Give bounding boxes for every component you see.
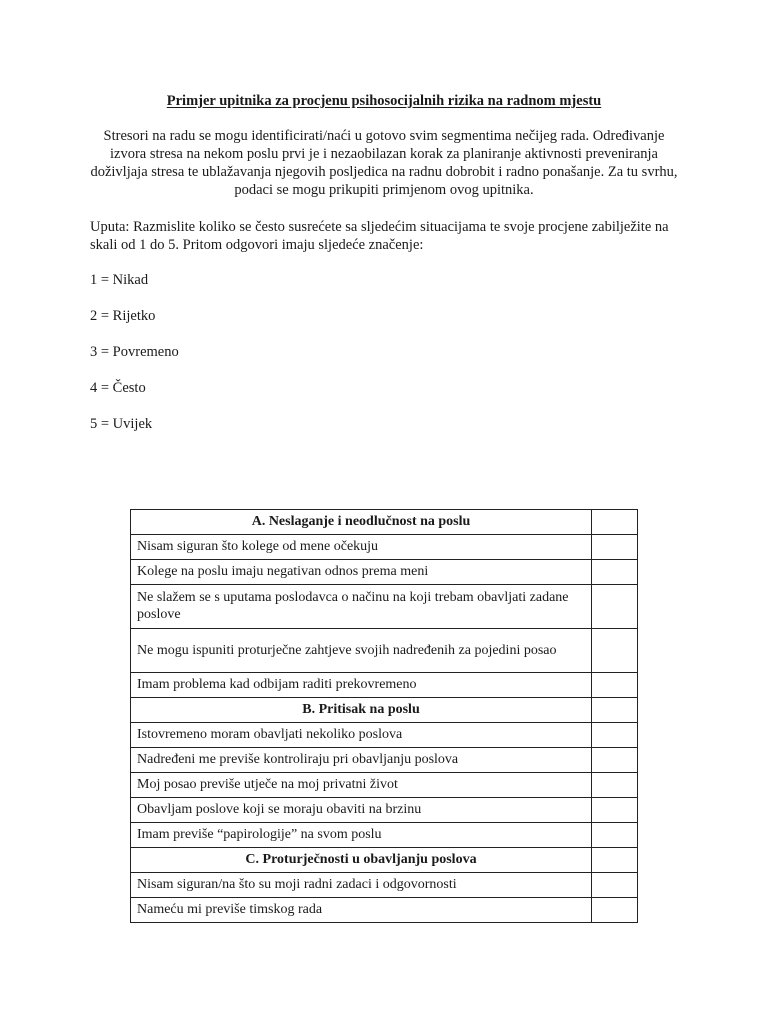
question-row [131,585,638,629]
question-row [131,798,638,823]
section-header-row [131,698,638,723]
question-row [131,898,638,923]
answer-cell[interactable] [592,723,638,748]
question-row [131,629,638,673]
question-row [131,748,638,773]
question-text: Nisam siguran što kolege od mene očekuju [131,535,592,560]
question-text: Moj posao previše utječe na moj privatni život [131,773,592,798]
question-text: Nadređeni me previše kontroliraju pri obavljanju poslova [131,748,592,773]
scale-item: 2 = Rijetko [90,308,156,324]
section-heading: B. Pritisak na poslu [131,698,592,723]
question-text: Nisam siguran/na što su moji radni zadaci i odgovornosti [131,873,592,898]
question-row [131,723,638,748]
question-row [131,823,638,848]
answer-cell[interactable] [592,748,638,773]
scale-item: 1 = Nikad [90,272,149,288]
question-text: Obavljam poslove koji se moraju obaviti na brzinu [131,798,592,823]
answer-cell[interactable] [592,560,638,585]
question-text: Kolege na poslu imaju negativan odnos prema meni [131,560,592,585]
scale-item: 3 = Povremeno [90,344,179,360]
question-text: Ne slažem se s uputama poslodavca o načinu na koji trebam obavljati zadane poslove [131,585,592,629]
answer-cell[interactable] [592,798,638,823]
answer-cell[interactable] [592,673,638,698]
question-text: Imam problema kad odbijam raditi prekovremeno [131,673,592,698]
section-heading: A. Neslaganje i neodlučnost na poslu [131,510,592,535]
section-header-row [131,848,638,873]
answer-cell[interactable] [592,698,638,723]
section-header-row [131,510,638,535]
question-text: Ne mogu ispuniti proturječne zahtjeve svojih nadređenih za pojedini posao [131,629,592,673]
question-text: Nameću mi previše timskog rada [131,898,592,923]
question-text: Imam previše “papirologije” na svom poslu [131,823,592,848]
answer-cell[interactable] [592,823,638,848]
instruction-paragraph: Uputa: Razmislite koliko se često susrećete sa sljedećim situacijama te svoje procjene zabilježite na skali od 1 do 5. Pritom odgovori imaju sljedeće značenje: [90,219,669,253]
answer-cell[interactable] [592,898,638,923]
question-row [131,535,638,560]
answer-cell[interactable] [592,873,638,898]
answer-cell[interactable] [592,629,638,673]
answer-cell[interactable] [592,848,638,873]
scale-item: 5 = Uvijek [90,416,153,432]
question-row [131,773,638,798]
answer-cell[interactable] [592,585,638,629]
scale-item: 4 = Često [90,380,146,396]
question-row [131,673,638,698]
document-title: Primjer upitnika za procjenu psihosocijalnih rizika na radnom mjestu [166,93,602,109]
answer-cell[interactable] [592,773,638,798]
questionnaire-table [130,509,638,923]
intro-paragraph: Stresori na radu se mogu identificirati/naći u gotovo svim segmentima nečijeg rada. Određivanje izvora stresa na nekom poslu prvi je i nezaobilazan korak za planiranje aktivnosti preveniranja doživljaja stresa te ublažavanja njegovih posljedica na radnu dobrobit i radno ponašanje. Za tu svrhu, podaci se mogu prikupiti primjenom ovog upitnika. [90,128,678,198]
question-row [131,873,638,898]
answer-cell[interactable] [592,510,638,535]
question-row [131,560,638,585]
question-text: Istovremeno moram obavljati nekoliko poslova [131,723,592,748]
answer-cell[interactable] [592,535,638,560]
section-heading: C. Proturječnosti u obavljanju poslova [131,848,592,873]
